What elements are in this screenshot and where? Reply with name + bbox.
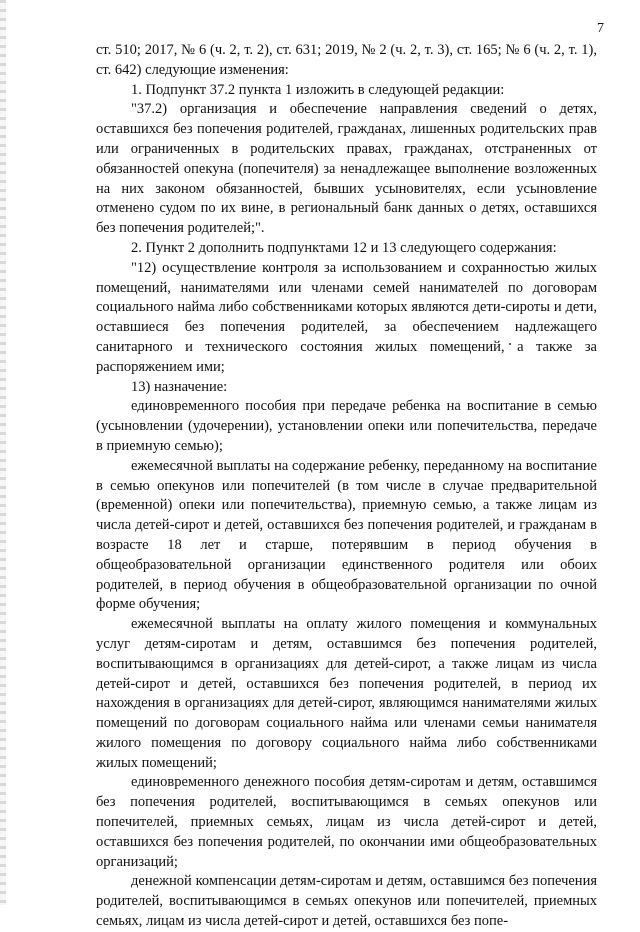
paragraph-monetary-compensation: денежной компенсации детям-сиротам и детям, оставшимся без попечения родителей, воспитывающимся в семьях опекунов или попечителей, приемных семьях, лицам из числа детей-сирот и детей, оставшихся без попе- bbox=[96, 873, 597, 930]
paragraph-continuation: ст. 510; 2017, № 6 (ч. 2, т. 2), ст. 631; 2019, № 2 (ч. 2, т. 3), ст. 165; № 6 (ч. 2, т. 1), ст. 642) следующие изменения: bbox=[96, 42, 597, 78]
paragraph-subitem-13: 13) назначение: bbox=[131, 378, 228, 395]
paragraph-subitem-12: "12) осуществление контроля за использованием и сохранностью жилых помещений, нанимателями или членами семей нанимателей по договорам социального найма либо собственниками которых являются дети-сироты и дети, оставшиеся без попечения родителей, за обеспечением надлежащего санитарного и технического состояния жилых помещений, а также за распоряжением ими; bbox=[96, 259, 597, 375]
paragraph-lump-sum-graduation: единовременного денежного пособия детям-сиротам и детям, оставшимся без попечения родителей, воспитывающимся в семьях опекунов или попечителей, приемных семьях, лицам из числа детей-сирот и детей, оставшихся без попечения родителей, по окончании ими общеобразовательных организаций; bbox=[96, 774, 597, 870]
paragraph-subitem-37-2: "37.2) организация и обеспечение направления сведений о детях, оставшихся без попечения родителей, гражданах, лишенных родительских прав или ограниченных в родительских правах, гражданах, отстраненных от обязанностей опекуна (попечителя) за ненадлежащее выполнение возложенных на них законом обязанностей, бывших усыновителях, если усыновление отменено судом по их вине, в региональный банк данных о детях, оставшихся без попечения родителей;". bbox=[96, 101, 597, 237]
paragraph-monthly-maintenance: ежемесячной выплаты на содержание ребенку, переданному на воспитание в семью опекунов или попечителей (в том числе в случае предварительной (временной) опеки или попечительства), приемную семью, а также лицам из числа детей-сирот и детей, оставшихся без попечения родителей, и гражданам в возрасте 18 лет и старше, потерявшим в период обучения в общеобразовательной организации единственного родителя или обоих родителей, в период обучения в общеобразовательной организации по очной форме обучения; bbox=[96, 457, 597, 613]
page-number: 7 bbox=[597, 21, 604, 36]
paragraph-lump-sum-allowance: единовременного пособия при передаче ребенка на воспитание в семью (усыновлении (удочерении), установлении опеки или попечительства, передаче в приемную семью); bbox=[96, 398, 597, 454]
paragraph-item-1: 1. Подпункт 37.2 пункта 1 изложить в следующей редакции: bbox=[131, 81, 505, 98]
body-text bbox=[96, 41, 597, 932]
paragraph-monthly-housing-payment: ежемесячной выплаты на оплату жилого помещения и коммунальных услуг детям-сиротам и детям, оставшимся без попечения родителей, воспитывающимся в организациях для детей-сирот, а также лицам из числа детей-сирот и детей, оставшихся без попечения родителей, в период их нахождения в организациях для детей-сирот, являющимся нанимателями жилых помещений по договорам социального найма или членами семьи нанимателя жилого помещения по договору социального найма либо собственниками жилых помещений; bbox=[96, 616, 597, 771]
scan-binding-edge bbox=[0, 0, 6, 905]
paragraph-item-2: 2. Пункт 2 дополнить подпунктами 12 и 13 следующего содержания: bbox=[131, 239, 557, 256]
